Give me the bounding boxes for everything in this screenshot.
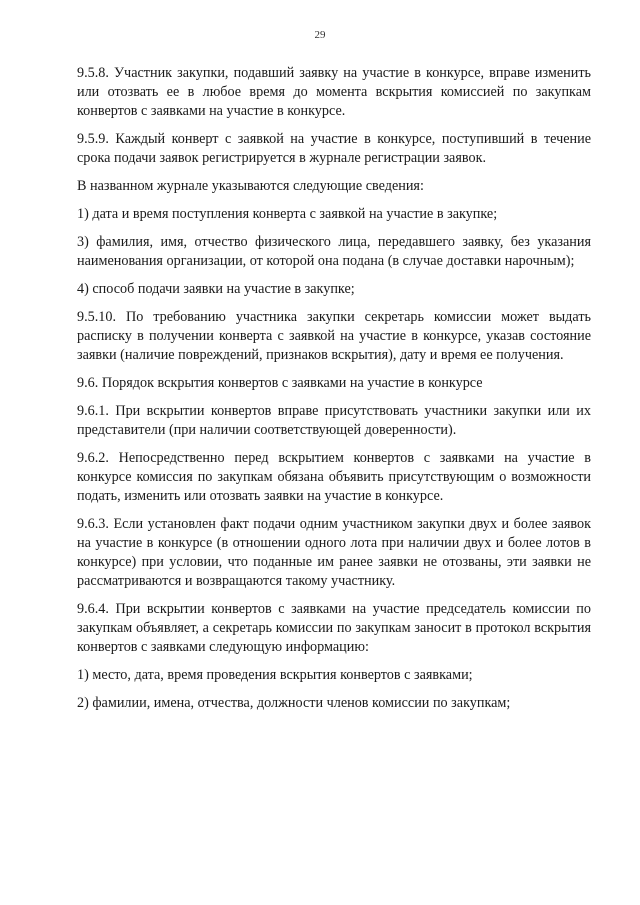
paragraph-9-5-8: 9.5.8. Участник закупки, подавший заявку на участие в конкурсе, вправе изменить или отозвать ее в любое время до момента вскрытия комиссией по закупкам конвертов с заявками на участие в конкурсе.: [77, 65, 591, 119]
document-body: [77, 64, 591, 713]
paragraph-9-5-10: 9.5.10. По требованию участника закупки секретарь комиссии может выдать расписку в получении конверта с заявкой на участие в конкурсе, указав состояние заявки (наличие повреждений, признаков вскрытия), дату и время ее получения.: [77, 309, 591, 363]
paragraph-9-6-2: 9.6.2. Непосредственно перед вскрытием конвертов с заявками на участие в конкурсе комиссия по закупкам обязана объявить присутствующим о возможности подать, изменить или отозвать заявки на участие в конкурсе.: [77, 450, 591, 504]
list-item-4-submission-method: 4) способ подачи заявки на участие в закупке;: [77, 281, 355, 297]
list-item-1-opening-place-date-time: 1) место, дата, время проведения вскрытия конвертов с заявками;: [77, 667, 473, 683]
paragraph-9-6-4: 9.6.4. При вскрытии конвертов с заявками на участие председатель комиссии по закупкам объявляет, а секретарь комиссии по закупкам заносит в протокол вскрытия конвертов с заявками следующую информацию:: [77, 601, 591, 655]
list-item-2-commission-members: 2) фамилии, имена, отчества, должности членов комиссии по закупкам;: [77, 695, 511, 711]
page-number: 29: [314, 29, 326, 41]
paragraph-9-5-9: 9.5.9. Каждый конверт с заявкой на участие в конкурсе, поступивший в течение срока подачи заявок регистрируется в журнале регистрации заявок.: [77, 131, 591, 166]
section-heading-9-6: 9.6. Порядок вскрытия конвертов с заявками на участие в конкурсе: [77, 375, 483, 391]
paragraph-journal-intro: В названном журнале указываются следующие сведения:: [77, 178, 424, 194]
paragraph-9-6-3: 9.6.3. Если установлен факт подачи одним участником закупки двух и более заявок на участие в конкурсе (в отношении одного лота при наличии двух и более лотов в конкурсе) при условии, что поданные им ранее заявки не отозваны, эти заявки не рассматриваются и возвращаются такому участнику.: [77, 516, 591, 589]
paragraph-9-6-1: 9.6.1. При вскрытии конвертов вправе присутствовать участники закупки или их представители (при наличии соответствующей доверенности).: [77, 403, 591, 438]
list-item-1-received-datetime: 1) дата и время поступления конверта с заявкой на участие в закупке;: [77, 206, 498, 222]
list-item-3-courier-name: 3) фамилия, имя, отчество физического лица, передавшего заявку, без указания наименования организации, от которой она подана (в случае доставки нарочным);: [77, 234, 591, 269]
